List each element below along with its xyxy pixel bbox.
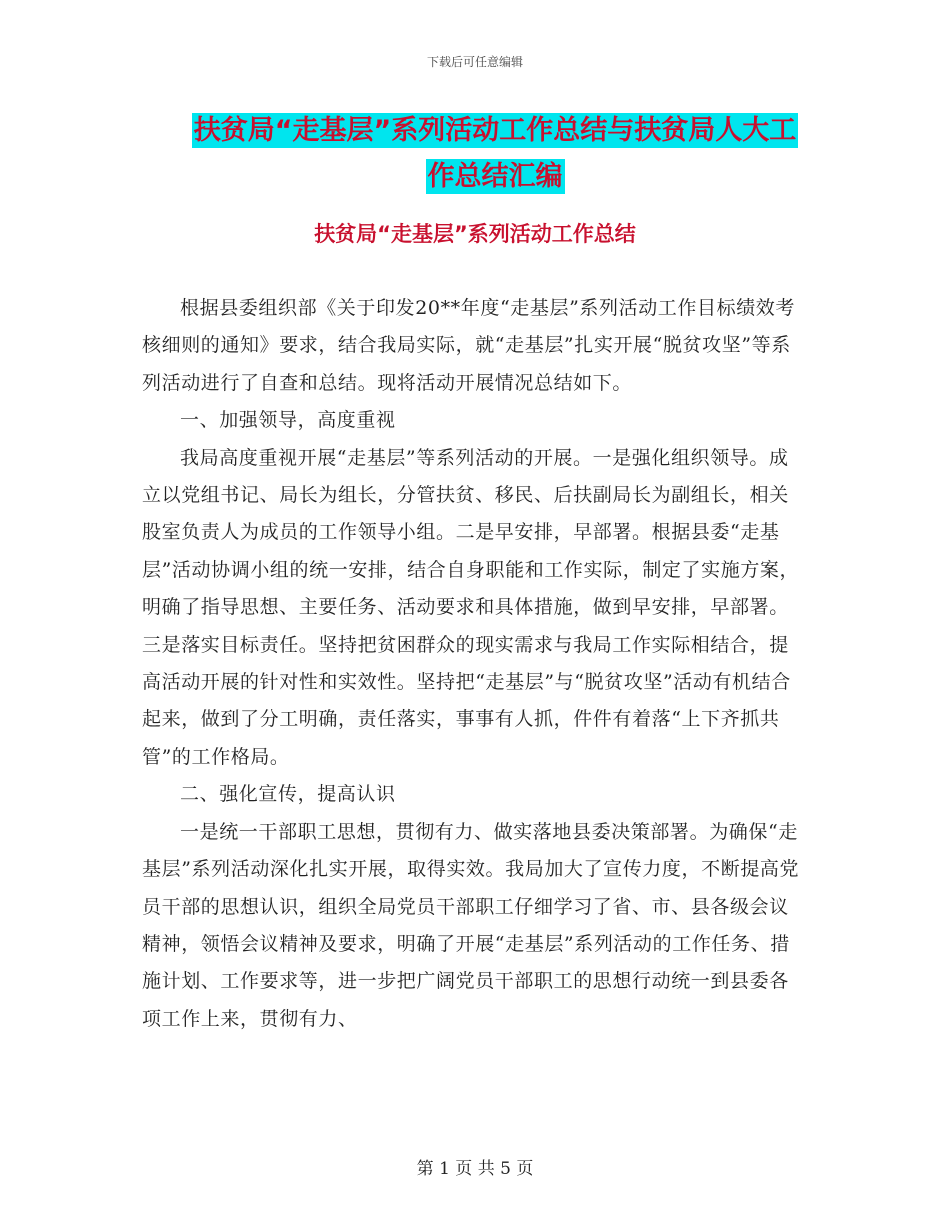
heading-2: 二、强化宣传，提高认识 bbox=[180, 783, 396, 806]
document-title-line-2: 作总结汇编 bbox=[427, 161, 563, 192]
paragraph: 根据县委组织部《关于印发20**年度“走基层”系列活动工作目标绩效考核细则的通知》要求，结合我局实际，就“走基层”扎实开展“脱贫攻坚”等系列活动进行了自查和总结。现将活动开展情况总结如下。 bbox=[142, 297, 796, 394]
heading-1: 一、加强领导，高度重视 bbox=[180, 409, 396, 432]
document-title bbox=[180, 108, 810, 200]
page-footer: 第 1 页 共 5 页 bbox=[416, 1159, 534, 1179]
paragraph: 一是统一干部职工思想，贯彻有力、做实落地县委决策部署。为确保“走基层”系列活动深化扎实开展，取得实效。我局加大了宣传力度，不断提高党员干部的思想认识，组织全局党员干部职工仔细学习了省、市、县各级会议精神，领悟会议精神及要求，明确了开展“走基层”系列活动的工作任务、措施计划、工作要求等，进一步把广阔党员干部职工的思想行动统一到县委各项工作上来，贯彻有力、 bbox=[142, 820, 800, 1030]
section-title: 扶贫局“走基层”系列活动工作总结 bbox=[314, 222, 636, 246]
paragraph: 我局高度重视开展“走基层”等系列活动的开展。一是强化组织领导。成立以党组书记、局长为组长，分管扶贫、移民、后扶副局长为副组长，相关股室负责人为成员的工作领导小组。二是早安排，早部署。根据县委“走基层”活动协调小组的统一安排，结合自身职能和工作实际，制定了实施方案，明确了指导思想、主要任务、活动要求和具体措施，做到早安排，早部署。三是落实目标责任。坚持把贫困群众的现实需求与我局工作实际相结合，提高活动开展的针对性和实效性。坚持把“走基层”与“脱贫攻坚”活动有机结合起来，做到了分工明确，责任落实，事事有人抓，件件有着落“上下齐抓共管”的工作格局。 bbox=[142, 446, 800, 768]
document-title-line-1: 扶贫局“走基层”系列活动工作总结与扶贫局人大工 bbox=[193, 115, 797, 146]
document-body bbox=[142, 290, 802, 1038]
header-note: 下载后可任意编辑 bbox=[426, 55, 523, 69]
